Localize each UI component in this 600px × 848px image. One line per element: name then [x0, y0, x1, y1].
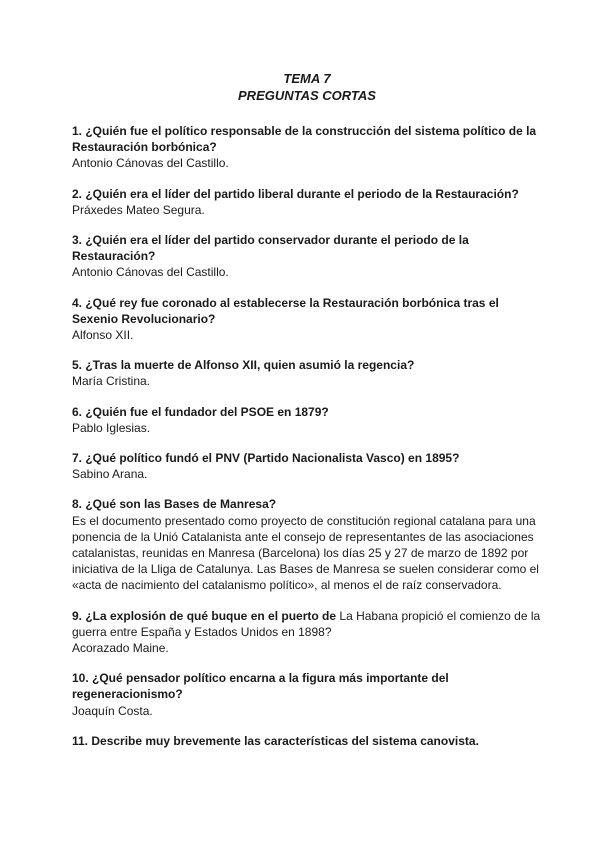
question-8: [72, 496, 542, 593]
answer-text: Práxedes Mateo Segura.: [72, 202, 205, 217]
question-text: 2. ¿Quién era el líder del partido liberal durante el periodo de la Restauración?: [72, 186, 519, 201]
question-7: [72, 450, 542, 482]
question-5: [72, 357, 542, 389]
question-text: 1. ¿Quién fue el político responsable de la construcción del sistema político de la Restauración borbónica?: [72, 124, 537, 155]
question-text-bold: 9. ¿La explosión de qué buque en el puerto de: [72, 608, 337, 623]
question-4: [72, 295, 542, 344]
question-text: 4. ¿Qué rey fue coronado al establecerse la Restauración borbónica tras el Sexenio Revolucionario?: [72, 295, 499, 326]
question-6: [72, 404, 542, 436]
question-9: [72, 608, 542, 657]
question-text: 6. ¿Quién fue el fundador del PSOE en 1879?: [72, 404, 329, 419]
document-title: TEMA 7: [283, 71, 331, 86]
answer-text: Alfonso XII.: [72, 328, 134, 343]
question-text: 10. ¿Qué pensador político encarna a la figura más importante del regeneracionismo?: [72, 671, 449, 702]
answer-text: Joaquín Costa.: [72, 703, 153, 718]
question-11: [72, 733, 542, 749]
question-text: 3. ¿Quién era el líder del partido conservador durante el periodo de la Restauración?: [72, 233, 469, 264]
answer-text: Es el documento presentado como proyecto de constitución regional catalana para una ponencia de la Unió Catalanista ante el consejo de representantes de las asociaciones catalanistas, reunidas en Manresa (Barcelona) los días 25 y 27 de marzo de 1892 por iniciativa de la Lliga de Catalunya. Las Bases de Manresa se suelen considerar como el «acta de nacimiento del catalanismo político», al menos el de raíz conservadora.: [72, 513, 539, 593]
answer-text: Acorazado Maine.: [72, 641, 169, 656]
question-text: 8. ¿Qué son las Bases de Manresa?: [72, 497, 277, 512]
question-text-regular: La Habana propició el comienzo de la guerra entre España y Estados Unidos en 1898?: [72, 608, 541, 639]
answer-text: Antonio Cánovas del Castillo.: [72, 156, 229, 171]
answer-text: Pablo Iglesias.: [72, 420, 151, 435]
question-10: [72, 670, 542, 719]
question-2: [72, 186, 542, 218]
answer-text: Sabino Arana.: [72, 467, 148, 482]
document-subtitle: PREGUNTAS CORTAS: [238, 88, 376, 103]
question-text: 7. ¿Qué político fundó el PNV (Partido Nacionalista Vasco) en 1895?: [72, 451, 460, 466]
question-3: [72, 232, 542, 281]
question-text: 11. Describe muy brevemente las características del sistema canovista.: [72, 733, 479, 748]
question-1: [72, 123, 542, 172]
question-text: [72, 608, 542, 640]
answer-text: María Cristina.: [72, 374, 151, 389]
answer-text: Antonio Cánovas del Castillo.: [72, 265, 229, 280]
question-text: 5. ¿Tras la muerte de Alfonso XII, quien asumió la regencia?: [72, 358, 415, 373]
document-page: [72, 70, 542, 749]
